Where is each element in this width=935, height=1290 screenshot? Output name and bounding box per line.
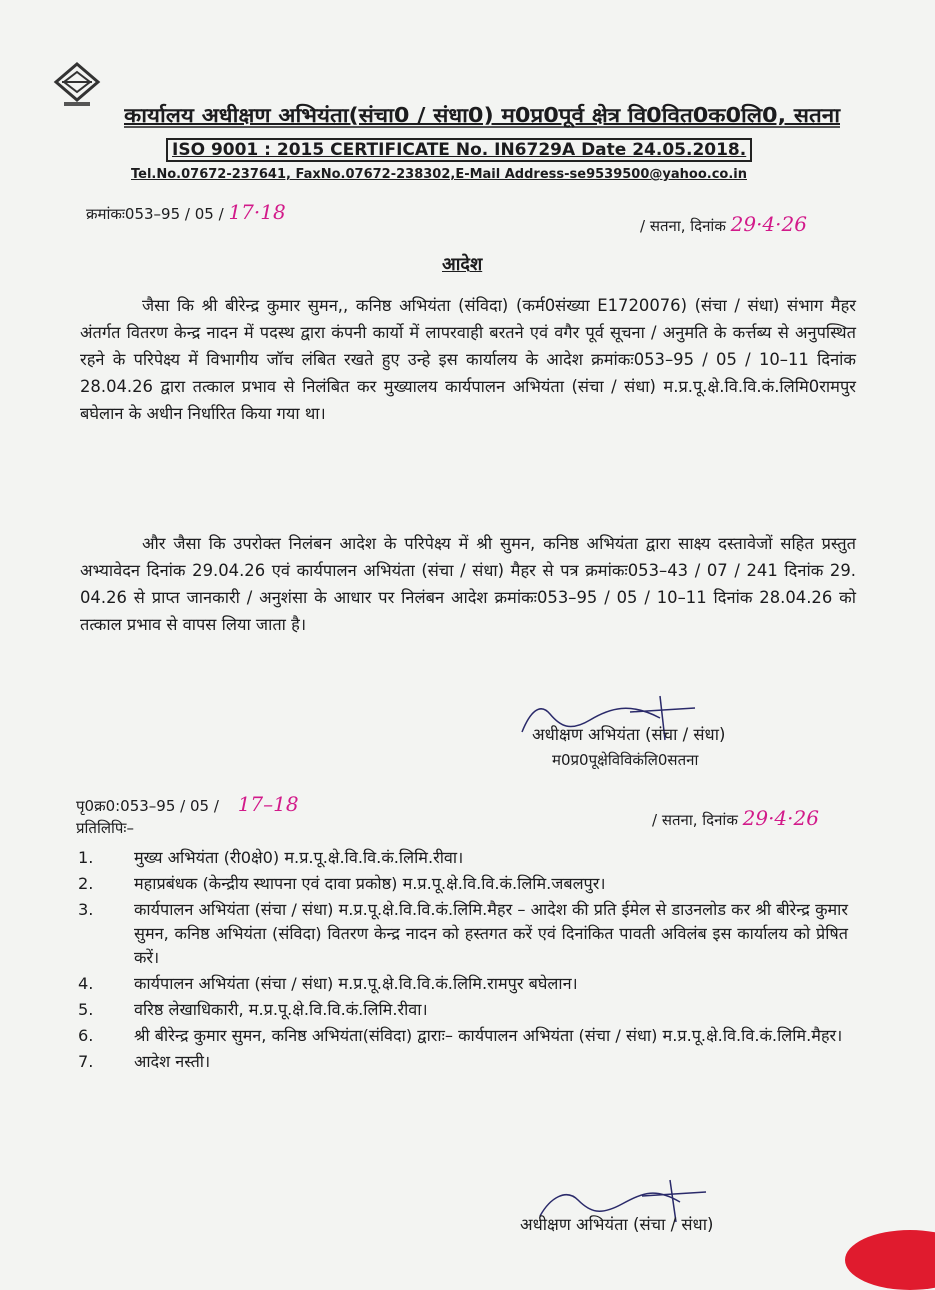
copy-reference-number bbox=[76, 792, 299, 816]
copy-number-printed: पृ0क्र0:053–95 / 05 / bbox=[76, 797, 219, 815]
order-number-handwritten: 17·18 bbox=[228, 200, 286, 224]
company-logo-icon bbox=[52, 60, 102, 110]
letterhead-title-svg bbox=[124, 98, 844, 130]
copy-list-number: 7. bbox=[78, 1052, 94, 1071]
copy-list-item bbox=[78, 998, 848, 1022]
copy-place-date-printed: / सतना, दिनांक bbox=[652, 811, 738, 829]
order-date-handwritten: 29·4·26 bbox=[730, 212, 807, 236]
copy-list-number: 2. bbox=[78, 874, 94, 893]
copy-date-handwritten: 29·4·26 bbox=[742, 806, 819, 830]
order-place-date-printed: / सतना, दिनांक bbox=[640, 217, 726, 235]
copy-list-number: 6. bbox=[78, 1026, 94, 1045]
copy-list-item bbox=[78, 898, 848, 970]
copy-list-text: श्री बीरेन्द्र कुमार सुमन, कनिष्ठ अभियंता(संविदा) द्वाराः– कार्यपालन अभियंता (संचा / संधा) म.प्र.पू.क्षे.वि.वि.कं.लिमि.मैहर। bbox=[134, 1026, 843, 1045]
copy-list-text: मुख्य अभियंता (री0क्षे0) म.प्र.पू.क्षे.वि.वि.कं.लिमि.रीवा। bbox=[134, 848, 464, 867]
order-reference-number bbox=[86, 200, 286, 224]
signature-2-designation: अधीक्षण अभियंता (संचा / संधा) bbox=[520, 1215, 714, 1234]
copy-list-text: कार्यपालन अभियंता (संचा / संधा) म.प्र.पू.क्षे.वि.वि.कं.लिमि.रामपुर बघेलान। bbox=[134, 974, 578, 993]
copy-list-number: 3. bbox=[78, 900, 94, 919]
order-heading: आदेश bbox=[442, 254, 483, 275]
iso-certificate-line: ISO 9001 : 2015 CERTIFICATE No. IN6729A Date 24.05.2018. bbox=[166, 138, 752, 162]
copy-list-number: 1. bbox=[78, 848, 94, 867]
order-paragraph-1: जैसा कि श्री बीरेन्द्र कुमार सुमन,, कनिष्ठ अभियंता (संविदा) (कर्म0संख्या E1720076) (संचा / संधा) संभाग मैहर अंतर्गत वितरण केन्द्र नादन में पदस्थ द्वारा कंपनी कार्यो में लापरवाही बरतने एवं वगैर पूर्व सूचना / अनुमति के कर्त्तब्य से अनुपस्थित रहने के परिपेक्ष्य में विभागीय जॉच लंबित रखते हुए उन्हे इस कार्यालय के आदेश क्रमांकः053–95 / 05 / 10–11 दिनांक 28.04.26 द्वारा तत्काल प्रभाव से निलंबित कर मुख्यालय कार्यपालन अभियंता (संचा / संधा) म.प्र.पू.क्षे.वि.वि.कं.लिमि0रामपुर बघेलान के अधीन निर्धारित किया गया था। bbox=[80, 296, 856, 423]
copy-list-number: 5. bbox=[78, 1000, 94, 1019]
copy-label: प्रतिलिपिः– bbox=[76, 819, 134, 837]
copy-list-number: 4. bbox=[78, 974, 94, 993]
order-number-printed: क्रमांकः053–95 / 05 / bbox=[86, 205, 224, 223]
copy-distribution-list bbox=[78, 846, 848, 1076]
copy-list-text: आदेश नस्ती। bbox=[134, 1052, 211, 1071]
copy-number-handwritten: 17–18 bbox=[237, 792, 299, 816]
copy-list-item bbox=[78, 972, 848, 996]
copy-list-item bbox=[78, 1024, 848, 1048]
copy-list-text: वरिष्ठ लेखाधिकारी, म.प्र.पू.क्षे.वि.वि.कं.लिमि.रीवा। bbox=[134, 1000, 428, 1019]
copy-place-date bbox=[652, 806, 819, 830]
stamp-seal bbox=[845, 1230, 935, 1290]
copy-list-text: कार्यपालन अभियंता (संचा / संधा) म.प्र.पू.क्षे.वि.वि.कं.लिमि.मैहर – आदेश की प्रति ईमेल से डाउनलोड कर श्री बीरेन्द्र कुमार सुमन, कनिष्ठ अभियंता (संविदा) वितरण केन्द्र नादन को हस्तगत करें एवं दिनांकित पावती अविलंब इस कार्यालय को प्रेषित करें। bbox=[134, 900, 848, 967]
letterhead-title bbox=[124, 98, 844, 130]
contact-line: Tel.No.07672-237641, FaxNo.07672-238302,E-Mail Address-se9539500@yahoo.co.in bbox=[131, 167, 747, 182]
copy-list-item bbox=[78, 872, 848, 896]
order-place-date bbox=[640, 212, 807, 236]
order-paragraph-2: और जैसा कि उपरोक्त निलंबन आदेश के परिपेक्ष्य में श्री सुमन, कनिष्ठ अभियंता द्वारा साक्ष्य दस्तावेजों सहित प्रस्तुत अभ्यावेदन दिनांक 29.04.26 एवं कार्यपालन अभियंता (संचा / संधा) मैहर से पत्र क्रमांकः053–43 / 07 / 241 दिनांक 29. 04.26 से प्राप्त जानकारी / अनुशंसा के आधार पर निलंबन आदेश क्रमांकः053–95 / 05 / 10–11 दिनांक 28.04.26 को तत्काल प्रभाव से वापस लिया जाता है। bbox=[80, 534, 856, 634]
copy-list-text: महाप्रबंधक (केन्द्रीय स्थापना एवं दावा प्रकोष्ठ) म.प्र.पू.क्षे.वि.वि.कं.लिमि.जबलपुर। bbox=[134, 874, 606, 893]
signature-1-designation: अधीक्षण अभियंता (संचा / संधा) bbox=[532, 725, 726, 744]
signature-1-office: म0प्र0पूक्षेविविकंलि0सतना bbox=[552, 751, 699, 769]
office-title-text: कार्यालय अधीक्षण अभियंता(संचा0 / संधा0) म0प्र0पूर्व क्षेत्र वि0वित0क0लि0, सतना bbox=[124, 103, 764, 127]
copy-list-item bbox=[78, 846, 848, 870]
copy-list-item bbox=[78, 1050, 848, 1074]
